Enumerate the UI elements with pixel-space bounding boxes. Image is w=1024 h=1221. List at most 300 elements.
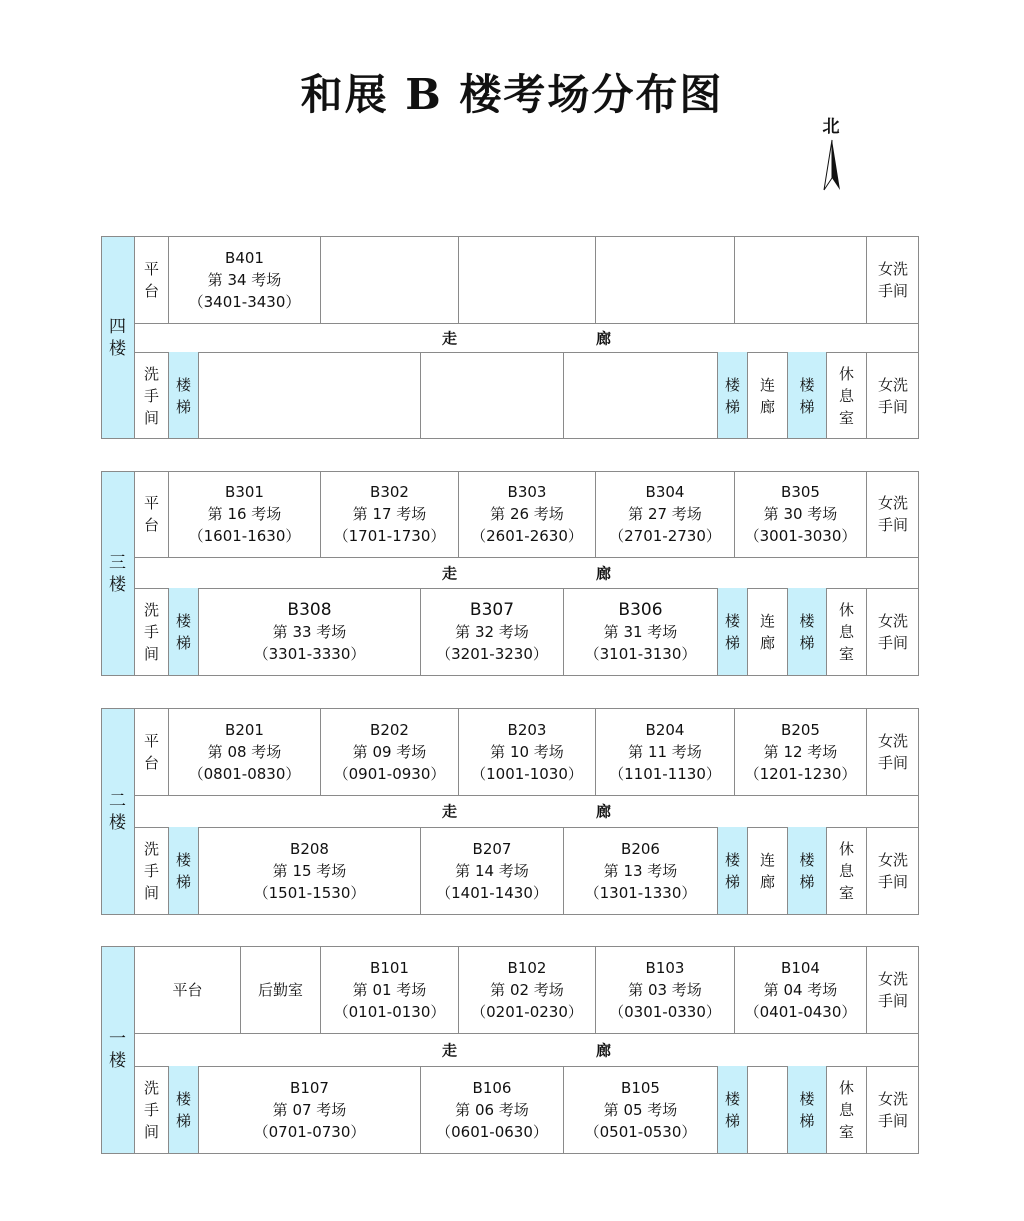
platform <box>135 236 169 323</box>
exam-room <box>585 1077 697 1143</box>
lounge-label <box>839 599 854 665</box>
stairs-label-char: 楼 <box>799 612 815 630</box>
lounge-label <box>839 1077 854 1143</box>
bottom-room <box>564 588 718 676</box>
bottom-room <box>564 352 718 439</box>
stairs-label-char: 梯 <box>175 634 191 652</box>
bottom-room <box>199 827 421 915</box>
exam-room <box>254 838 366 904</box>
washroom-label <box>144 599 159 665</box>
womens-washroom-label <box>878 610 908 654</box>
room-code: B202 <box>370 720 409 739</box>
stairs-label-char: 楼 <box>175 375 191 394</box>
womens-washroom-label <box>878 968 908 1012</box>
washroom <box>135 588 169 676</box>
bottom-room <box>421 1066 564 1154</box>
top-room <box>321 708 459 795</box>
room-code: B204 <box>645 720 685 739</box>
room-name: 第 16 考场 <box>207 505 282 523</box>
corridor-label-a: 走 <box>442 564 458 582</box>
exam-room <box>585 599 697 665</box>
top-room <box>596 471 735 557</box>
room-range: （0501-0530） <box>584 1123 697 1141</box>
logistics-room <box>241 946 321 1033</box>
room-range: （0801-0830） <box>188 764 301 783</box>
womens-washroom-line: 女洗 <box>877 612 908 630</box>
stairs-label-char: 楼 <box>799 1090 815 1108</box>
room-code: B207 <box>472 840 512 858</box>
stairs-label <box>176 1088 191 1132</box>
lounge <box>827 352 867 439</box>
bridge-label <box>760 849 775 893</box>
corridor <box>135 795 919 827</box>
room-range: （3101-3130） <box>584 645 697 663</box>
lounge-label-char: 息 <box>838 862 854 880</box>
lounge-label-char: 室 <box>838 408 854 427</box>
stairs-label-char: 楼 <box>724 375 740 394</box>
room-name: 第 12 考场 <box>763 742 838 761</box>
womens-washroom-line: 手间 <box>877 1112 908 1130</box>
womens-washroom-line: 手间 <box>877 397 908 416</box>
stairs-label <box>799 610 814 654</box>
bridge-label-char: 廊 <box>759 873 775 891</box>
room-name: 第 34 考场 <box>207 270 282 289</box>
exam-room <box>609 957 721 1023</box>
top-room <box>169 236 321 323</box>
floor-label-text-char: 一 <box>109 1029 126 1049</box>
stairs-label <box>725 610 740 654</box>
womens-washroom-line: 手间 <box>877 873 908 891</box>
lounge-label-char: 休 <box>838 840 854 858</box>
womens-washroom-top <box>867 471 919 557</box>
washroom-label-char: 洗 <box>143 364 159 383</box>
room-range: （3401-3430） <box>188 292 301 311</box>
room-code: B101 <box>370 958 409 977</box>
room-range: （1001-1030） <box>471 764 583 783</box>
exam-room <box>189 719 301 785</box>
platform <box>135 946 241 1033</box>
stairs-label <box>176 849 191 893</box>
corridor-label-a: 走 <box>442 329 458 347</box>
stairs-label-char: 梯 <box>724 873 740 891</box>
stairs-label-char: 楼 <box>175 1090 191 1108</box>
exam-room <box>471 719 583 785</box>
platform-label-char: 平 <box>143 259 159 278</box>
stairs-label <box>799 374 814 418</box>
bridge-label-char: 廊 <box>759 634 775 652</box>
floor-label-text-char: 楼 <box>109 812 126 833</box>
washroom-label <box>144 1077 159 1143</box>
floor-label-text-char: 四 <box>109 316 126 337</box>
stairs-west <box>169 352 199 439</box>
stairs-label-char: 梯 <box>799 397 815 416</box>
floor-label <box>101 946 135 1154</box>
room-name: 第 02 考场 <box>490 980 564 999</box>
corridor <box>135 323 919 352</box>
womens-washroom-label <box>878 730 908 774</box>
floor-f4 <box>101 236 919 439</box>
top-room <box>459 946 596 1033</box>
floor-label-text <box>109 552 126 596</box>
exam-room <box>334 957 446 1023</box>
womens-washroom-bottom <box>867 588 919 676</box>
room-name: 第 30 考场 <box>763 505 838 523</box>
room-code: B102 <box>507 958 547 977</box>
top-room <box>459 236 596 323</box>
womens-washroom-bottom <box>867 827 919 915</box>
washroom-label-char: 洗 <box>143 840 159 858</box>
room-code: B401 <box>225 248 264 267</box>
washroom <box>135 1066 169 1154</box>
lounge-label-char: 休 <box>838 1079 854 1097</box>
stairs-label-char: 楼 <box>175 612 191 630</box>
room-code: B307 <box>469 600 515 620</box>
platform-label-char: 台 <box>143 516 159 534</box>
womens-washroom-line: 手间 <box>877 991 908 1010</box>
exam-room <box>745 719 857 785</box>
room-range: （0401-0430） <box>744 1002 857 1021</box>
room-range: （3301-3330） <box>253 645 366 663</box>
page-title: 和展 B 楼考场分布图 <box>300 70 724 119</box>
top-room <box>596 236 735 323</box>
room-name: 第 01 考场 <box>352 980 427 999</box>
corridor-label-b: 廊 <box>596 802 612 821</box>
room-name: 第 17 考场 <box>352 505 427 523</box>
stairs-label-char: 楼 <box>724 851 740 869</box>
room-name: 第 06 考场 <box>455 1101 529 1119</box>
top-room <box>459 708 596 795</box>
stairs-label-char: 楼 <box>799 851 815 869</box>
womens-washroom-line: 手间 <box>877 281 908 300</box>
washroom-label-char: 洗 <box>143 1079 159 1097</box>
room-code: B304 <box>645 483 685 501</box>
room-code: B203 <box>507 720 547 739</box>
exam-room <box>609 481 721 547</box>
room-range: （1401-1430） <box>436 884 548 902</box>
top-room <box>735 471 867 557</box>
womens-washroom-line: 手间 <box>877 634 908 652</box>
room-range: （1701-1730） <box>333 527 446 545</box>
womens-washroom-line: 女洗 <box>877 1090 908 1108</box>
room-name: 第 31 考场 <box>603 623 678 641</box>
bridge <box>748 827 788 915</box>
washroom-label <box>144 363 159 429</box>
stairs-label-char: 梯 <box>724 397 740 416</box>
top-room <box>735 946 867 1033</box>
room-range: （0901-0930） <box>333 764 446 783</box>
womens-washroom-label <box>878 374 908 418</box>
stairs-east-1 <box>718 588 748 676</box>
womens-washroom-label <box>878 258 908 302</box>
washroom-label-char: 手 <box>143 623 159 641</box>
washroom-label-char: 间 <box>143 884 159 902</box>
womens-washroom-line: 女洗 <box>877 851 908 869</box>
bridge-label <box>760 610 775 654</box>
room-range: （0701-0730） <box>253 1123 366 1141</box>
womens-washroom-bottom <box>867 352 919 439</box>
bottom-room <box>199 1066 421 1154</box>
washroom-label <box>144 838 159 904</box>
stairs-east-2 <box>788 588 827 676</box>
lounge-label-char: 息 <box>838 623 854 641</box>
washroom-label-char: 手 <box>143 1101 159 1119</box>
stairs-east-2 <box>788 1066 827 1154</box>
bridge-label-char: 廊 <box>759 397 775 416</box>
room-range: （1501-1530） <box>253 884 366 902</box>
washroom <box>135 352 169 439</box>
room-name: 第 03 考场 <box>628 980 702 999</box>
stairs-label <box>725 849 740 893</box>
room-name: 第 09 考场 <box>352 742 427 761</box>
lounge-label-char: 休 <box>838 364 854 383</box>
floor-label <box>101 708 135 915</box>
floor-label-text-char: 楼 <box>109 338 126 359</box>
platform-label <box>144 730 159 774</box>
floor-f2 <box>101 708 919 915</box>
room-name: 第 10 考场 <box>490 742 564 761</box>
lounge-label-char: 室 <box>838 884 854 902</box>
platform <box>135 471 169 557</box>
room-range: （2701-2730） <box>609 527 721 545</box>
bridge <box>748 352 788 439</box>
womens-washroom-line: 手间 <box>877 753 908 772</box>
room-code: B105 <box>621 1079 660 1097</box>
exam-room <box>436 1077 548 1143</box>
room-code: B205 <box>781 720 820 739</box>
stairs-label-char: 楼 <box>799 375 815 394</box>
corridor-label-a: 走 <box>442 802 458 821</box>
top-room <box>321 236 459 323</box>
bridge-label-char: 连 <box>759 612 775 630</box>
room-name: 第 05 考场 <box>603 1101 678 1119</box>
room-code: B302 <box>370 483 409 501</box>
room-name: 第 07 考场 <box>272 1101 347 1119</box>
room-code: B201 <box>225 720 264 739</box>
room-code: B208 <box>290 840 329 858</box>
room-range: （2601-2630） <box>471 527 583 545</box>
womens-washroom-line: 女洗 <box>877 969 908 988</box>
bridge-label-char: 连 <box>759 851 775 869</box>
stairs-label-char: 梯 <box>175 397 191 416</box>
stairs-label <box>799 1088 814 1132</box>
room-range: （0301-0330） <box>609 1002 721 1021</box>
exam-room <box>254 1077 366 1143</box>
washroom <box>135 827 169 915</box>
womens-washroom-top <box>867 236 919 323</box>
bottom-room <box>199 352 421 439</box>
top-room <box>169 471 321 557</box>
stairs-label-char: 楼 <box>724 612 740 630</box>
womens-washroom-top <box>867 708 919 795</box>
stairs-label <box>176 374 191 418</box>
room-code: B104 <box>781 958 820 977</box>
room-name: 第 04 考场 <box>763 980 838 999</box>
stairs-label-char: 梯 <box>724 634 740 652</box>
stairs-label-char: 楼 <box>724 1090 740 1108</box>
stairs-east-2 <box>788 827 827 915</box>
floor-label-text-char: 二 <box>109 790 126 811</box>
stairs-label <box>799 849 814 893</box>
washroom-label-char: 手 <box>143 862 159 880</box>
stairs-label-char: 梯 <box>724 1112 740 1130</box>
exam-room <box>745 957 857 1023</box>
floor-label-text <box>109 316 126 360</box>
exam-room <box>585 838 697 904</box>
washroom-label-char: 间 <box>143 1123 159 1141</box>
room-code: B106 <box>472 1079 512 1097</box>
room-name: 第 32 考场 <box>455 623 529 641</box>
stairs-label-char: 梯 <box>175 1112 191 1130</box>
womens-washroom-label <box>878 1088 908 1132</box>
top-room <box>596 708 735 795</box>
floor-label-text-char: 楼 <box>109 574 126 595</box>
washroom-label-char: 洗 <box>143 601 159 619</box>
lounge-label-char: 室 <box>838 1123 854 1141</box>
exam-room <box>609 719 721 785</box>
womens-washroom-line: 手间 <box>877 516 908 534</box>
lounge-label-char: 休 <box>838 601 854 619</box>
womens-washroom-line: 女洗 <box>877 494 908 512</box>
room-code: B305 <box>781 483 820 501</box>
platform-label-char: 平 <box>143 731 159 750</box>
room-code: B107 <box>290 1079 329 1097</box>
stairs-label-char: 楼 <box>175 851 191 869</box>
exam-room <box>189 247 301 313</box>
lounge-label-char: 室 <box>838 645 854 663</box>
bottom-room <box>199 588 421 676</box>
platform-label <box>144 258 159 302</box>
stairs-label-char: 梯 <box>799 873 815 891</box>
floor-label <box>101 236 135 439</box>
top-room <box>735 708 867 795</box>
stairs-east-1 <box>718 352 748 439</box>
corridor-label-a: 走 <box>442 1041 458 1059</box>
platform-label-char: 台 <box>143 753 159 772</box>
womens-washroom-line: 女洗 <box>877 259 908 278</box>
room-code: B303 <box>507 483 547 501</box>
room-name: 第 27 考场 <box>628 505 702 523</box>
room-range: （1201-1230） <box>744 764 857 783</box>
lounge <box>827 1066 867 1154</box>
stairs-west <box>169 827 199 915</box>
room-range: （1301-1330） <box>584 884 697 902</box>
washroom-label-char: 间 <box>143 408 159 427</box>
room-range: （0101-0130） <box>333 1002 446 1021</box>
top-room <box>459 471 596 557</box>
womens-washroom-bottom <box>867 1066 919 1154</box>
floor-f3 <box>101 471 919 676</box>
room-range: （1601-1630） <box>188 527 301 545</box>
lounge-label <box>839 363 854 429</box>
room-range: （1101-1130） <box>609 764 721 783</box>
stairs-west <box>169 1066 199 1154</box>
lounge-label <box>839 838 854 904</box>
top-room <box>169 708 321 795</box>
stairs-label <box>725 374 740 418</box>
room-code: B306 <box>618 600 663 620</box>
room-name: 第 15 考场 <box>272 862 347 880</box>
room-name: 第 13 考场 <box>603 862 678 880</box>
bridge <box>748 1066 788 1154</box>
floor-label <box>101 471 135 676</box>
north-label: 北 <box>822 117 840 137</box>
stairs-label-char: 梯 <box>799 1112 815 1130</box>
bottom-room <box>564 1066 718 1154</box>
floor-label-text-char: 楼 <box>109 1051 126 1071</box>
exam-room <box>254 599 366 665</box>
washroom-label-char: 手 <box>143 386 159 405</box>
room-name: 第 33 考场 <box>272 623 347 641</box>
platform-label <box>144 492 159 536</box>
floor-label-text <box>109 790 126 834</box>
stairs-east-1 <box>718 827 748 915</box>
floor-label-text-char: 三 <box>109 552 126 573</box>
lounge-label-char: 息 <box>838 386 854 405</box>
exam-room <box>334 719 446 785</box>
north-arrow-icon <box>820 138 844 192</box>
room-name: 第 08 考场 <box>207 742 282 761</box>
bottom-room <box>421 827 564 915</box>
logistics-label: 后勤室 <box>257 980 303 999</box>
bridge-label <box>760 374 775 418</box>
stairs-east-2 <box>788 352 827 439</box>
womens-washroom-top <box>867 946 919 1033</box>
platform <box>135 708 169 795</box>
stairs-label-char: 梯 <box>799 634 815 652</box>
exam-room <box>471 481 583 547</box>
room-range: （3001-3030） <box>744 527 857 545</box>
room-range: （0201-0230） <box>471 1002 583 1021</box>
room-code: B103 <box>645 958 685 977</box>
stairs-label <box>725 1088 740 1132</box>
top-room <box>735 236 867 323</box>
lounge-label-char: 息 <box>838 1101 854 1119</box>
bridge <box>748 588 788 676</box>
exam-room <box>436 599 548 665</box>
corridor <box>135 1033 919 1066</box>
platform-label-char: 台 <box>143 281 159 300</box>
womens-washroom-line: 女洗 <box>877 375 908 394</box>
womens-washroom-label <box>878 492 908 536</box>
stairs-west <box>169 588 199 676</box>
room-name: 第 11 考场 <box>628 742 702 761</box>
lounge <box>827 588 867 676</box>
room-name: 第 26 考场 <box>490 505 564 523</box>
floor-f1 <box>101 946 919 1154</box>
platform-label-char: 平 <box>143 494 159 512</box>
washroom-label-char: 间 <box>143 645 159 663</box>
corridor <box>135 557 919 588</box>
platform-label: 平台 <box>172 980 203 999</box>
corridor-label-b: 廊 <box>596 1041 612 1059</box>
womens-washroom-line: 女洗 <box>877 731 908 750</box>
top-room <box>321 471 459 557</box>
exam-room <box>334 481 446 547</box>
exam-room <box>745 481 857 547</box>
top-room <box>596 946 735 1033</box>
room-range: （3201-3230） <box>436 645 548 663</box>
exam-room <box>436 838 548 904</box>
womens-washroom-label <box>878 849 908 893</box>
room-code: B301 <box>225 483 264 501</box>
exam-room <box>189 481 301 547</box>
lounge <box>827 827 867 915</box>
top-room <box>321 946 459 1033</box>
bottom-room <box>421 588 564 676</box>
room-range: （0601-0630） <box>436 1123 548 1141</box>
stairs-label <box>176 610 191 654</box>
stairs-east-1 <box>718 1066 748 1154</box>
